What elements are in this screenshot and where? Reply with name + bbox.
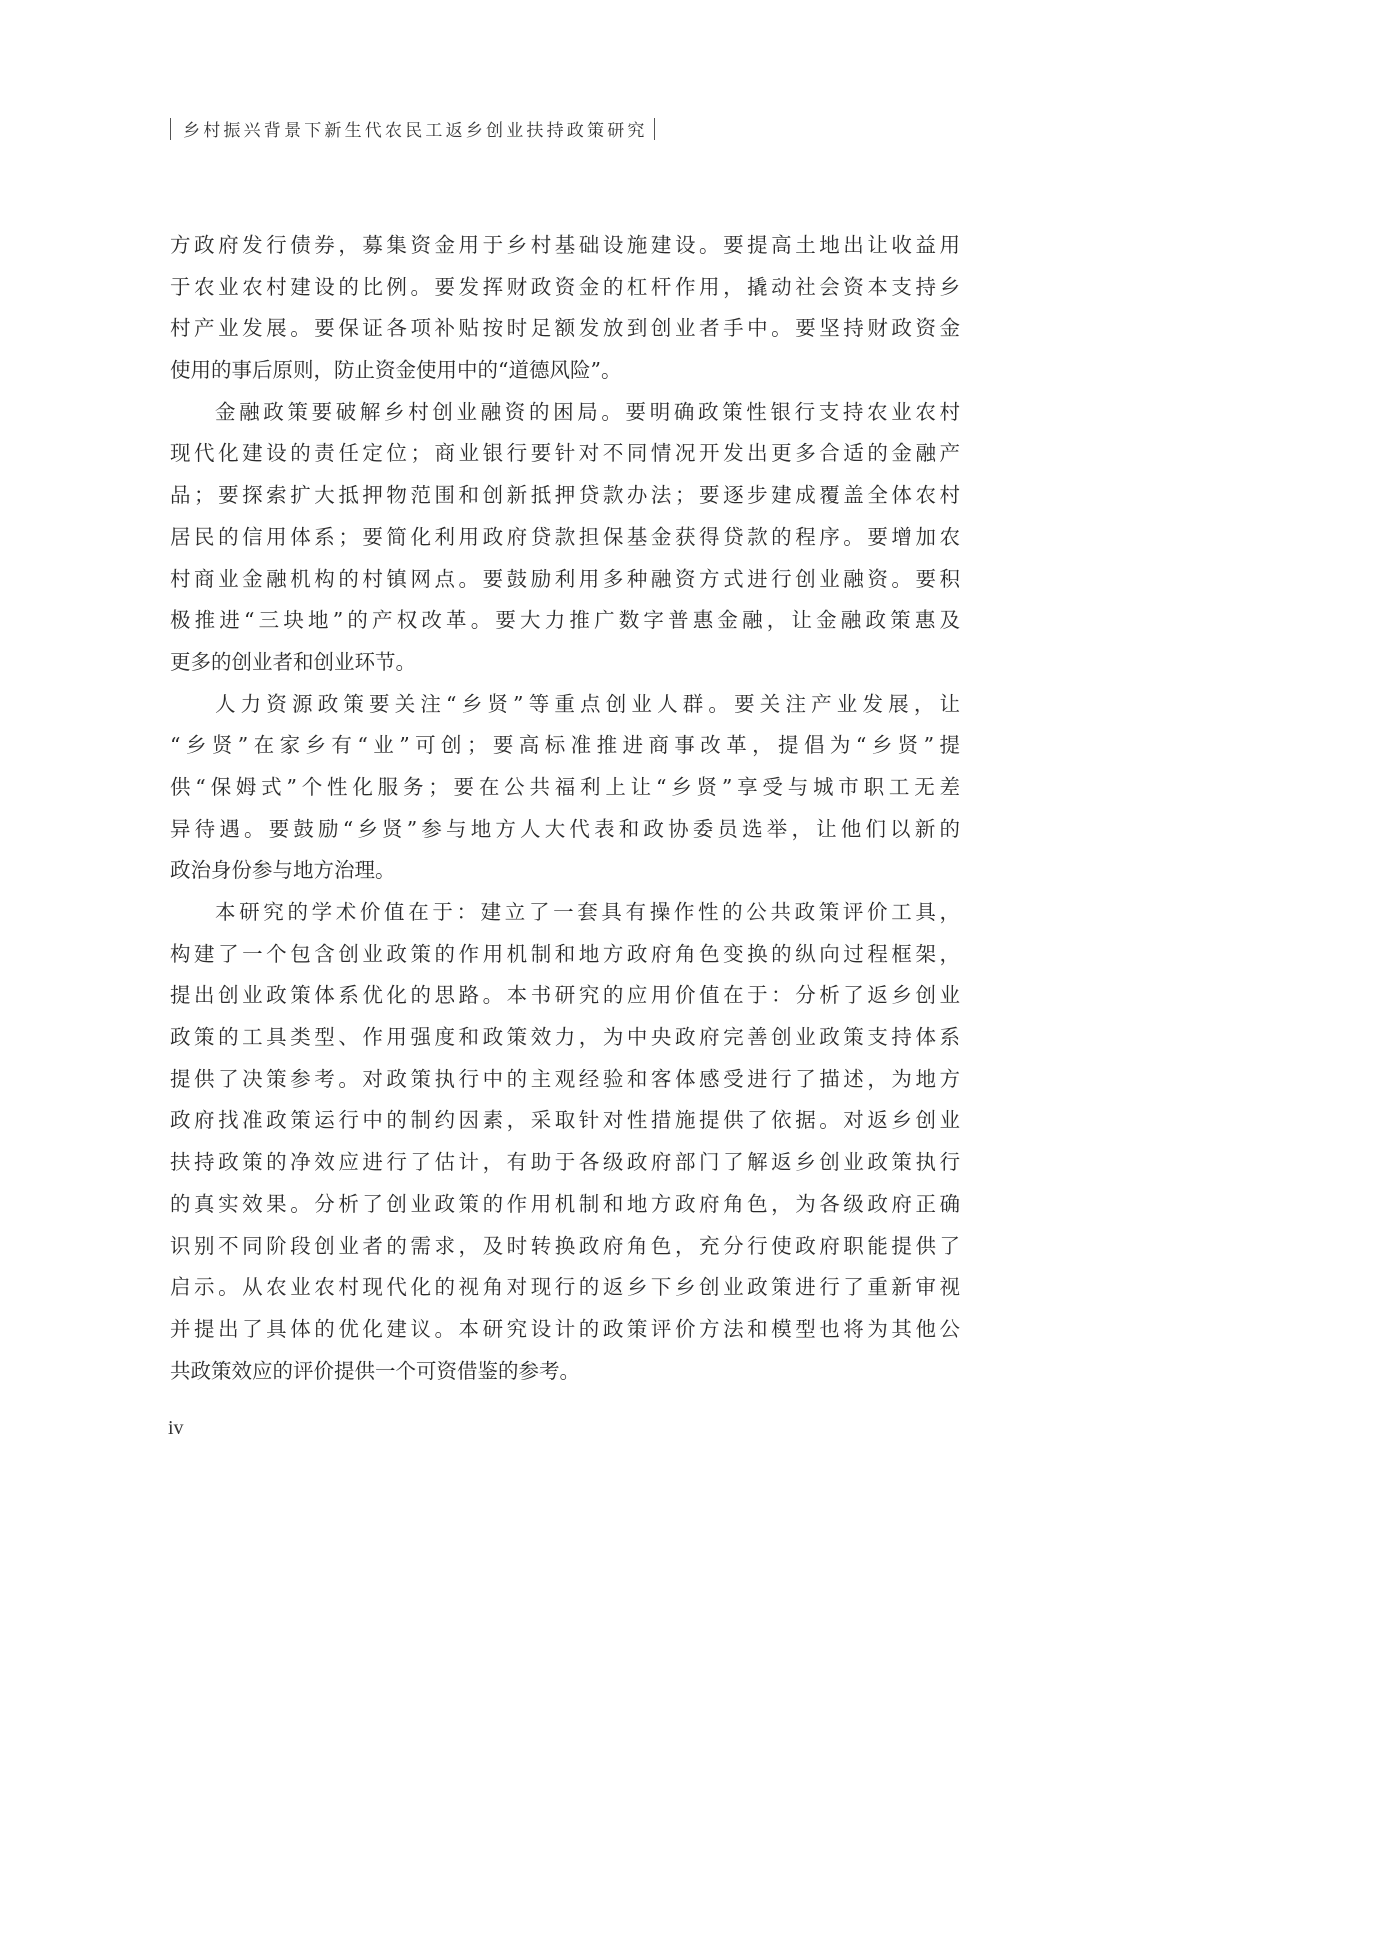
text-line: 极推进“三块地”的产权改革。要大力推广数字普惠金融，让金融政策惠及	[170, 608, 960, 633]
text-line: 并提出了具体的优化建议。本研究设计的政策评价方法和模型也将为其他公	[170, 1316, 960, 1341]
text-line: 提供了决策参考。对政策执行中的主观经验和客体感受进行了描述，为地方	[170, 1066, 960, 1091]
text-line: 方政府发行债券，募集资金用于乡村基础设施建设。要提高土地出让收益用	[170, 233, 960, 257]
text-line: 的真实效果。分析了创业政策的作用机制和地方政府角色，为各级政府正确	[170, 1191, 960, 1216]
text-line: 提出创业政策体系优化的思路。本书研究的应用价值在于：分析了返乡创业	[170, 983, 960, 1008]
text-line: 识别不同阶段创业者的需求，及时转换政府角色，充分行使政府职能提供了	[170, 1233, 960, 1258]
text-line: 品；要探索扩大抵押物范围和创新抵押贷款办法；要逐步建成覆盖全体农村	[170, 483, 960, 508]
text-line: 政治身份参与地方治理。	[170, 858, 396, 883]
text-line: 扶持政策的净效应进行了估计，有助于各级政府部门了解返乡创业政策执行	[170, 1150, 960, 1175]
text-line: 于农业农村建设的比例。要发挥财政资金的杠杆作用，撬动社会资本支持乡	[170, 274, 960, 299]
header-left-rule	[170, 118, 171, 140]
text-line: 村商业金融机构的村镇网点。要鼓励利用多种融资方式进行创业融资。要积	[170, 566, 960, 591]
text-line: 人力资源政策要关注“乡贤”等重点创业人群。要关注产业发展，让	[215, 691, 960, 716]
text-line: 本研究的学术价值在于：建立了一套具有操作性的公共政策评价工具，	[215, 900, 960, 924]
header-title: 乡村振兴背景下新生代农民工返乡创业扶持政策研究	[183, 121, 648, 141]
text-line: “乡贤”在家乡有“业”可创；要高标准推进商事改革，提倡为“乡贤”提	[170, 733, 960, 758]
page-number: iv	[168, 1417, 184, 1439]
text-line: 现代化建设的责任定位；商业银行要针对不同情况开发出更多合适的金融产	[170, 441, 960, 466]
text-line: 异待遇。要鼓励“乡贤”参与地方人大代表和政协委员选举，让他们以新的	[170, 816, 960, 841]
text-line: 共政策效应的评价提供一个可资借鉴的参考。	[170, 1358, 580, 1383]
text-line: 构建了一个包含创业政策的作用机制和地方政府角色变换的纵向过程框架，	[170, 941, 960, 966]
text-line: 使用的事后原则，防止资金使用中的“道德风险”。	[170, 358, 622, 383]
text-line: 政府找准政策运行中的制约因素，采取针对性措施提供了依据。对返乡创业	[170, 1108, 960, 1133]
text-line: 更多的创业者和创业环节。	[170, 649, 416, 674]
body-text	[170, 225, 960, 1392]
text-line: 供“保姆式”个性化服务；要在公共福利上让“乡贤”享受与城市职工无差	[170, 774, 960, 799]
text-line: 村产业发展。要保证各项补贴按时足额发放到创业者手中。要坚持财政资金	[170, 316, 960, 341]
text-line: 政策的工具类型、作用强度和政策效力，为中央政府完善创业政策支持体系	[170, 1025, 960, 1050]
running-header	[170, 116, 655, 141]
header-right-rule	[654, 118, 655, 140]
text-line: 启示。从农业农村现代化的视角对现行的返乡下乡创业政策进行了重新审视	[170, 1275, 960, 1300]
text-line: 金融政策要破解乡村创业融资的困局。要明确政策性银行支持农业农村	[215, 399, 960, 424]
text-line: 居民的信用体系；要简化利用政府贷款担保基金获得贷款的程序。要增加农	[170, 524, 960, 549]
